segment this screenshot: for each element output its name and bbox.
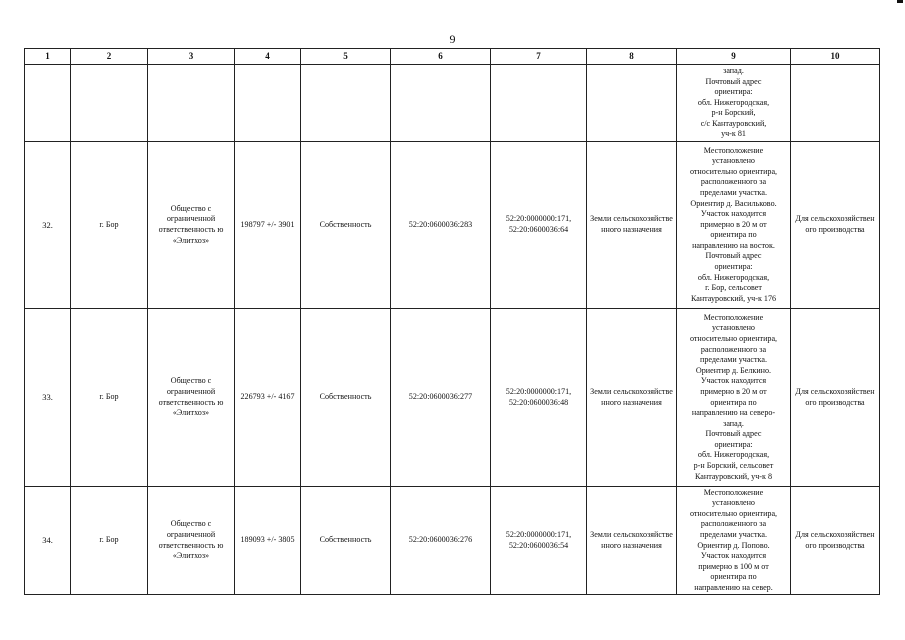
row-number: 33. — [25, 309, 71, 487]
right-type-cell: Собственность — [301, 142, 391, 309]
column-header: 9 — [677, 49, 791, 65]
column-header: 4 — [235, 49, 301, 65]
location-line: ориентира по — [710, 572, 757, 582]
location-line: Почтовый адрес — [705, 76, 762, 86]
usage-cell — [791, 65, 880, 142]
location-line: установлено — [712, 498, 755, 508]
table-row — [25, 487, 880, 595]
page-number: 9 — [449, 32, 456, 46]
location-line: г. Бор, сельсовет — [705, 283, 762, 293]
owner-cell: Общество с ограниченной ответственность ю «Элитхоз» — [148, 487, 235, 595]
column-header: 10 — [791, 49, 880, 65]
location-line: Местоположение — [703, 487, 764, 497]
location-line: ориентира: — [714, 439, 753, 449]
table-row — [25, 142, 880, 309]
usage-cell: Для сельскохозяйствен ого производства — [791, 142, 880, 309]
location-line: установлено — [712, 323, 755, 333]
city-cell — [71, 65, 148, 142]
column-header: 2 — [71, 49, 148, 65]
location-line: расположенного за — [700, 177, 767, 187]
location-line: с/с Кантауровский, — [700, 118, 767, 128]
location-line: Участок находится — [700, 209, 767, 219]
location-line: расположенного за — [700, 519, 767, 529]
location-line: установлено — [712, 156, 755, 166]
right-type-cell: Собственность — [301, 487, 391, 595]
column-header: 5 — [301, 49, 391, 65]
location-line: направлению на северо- — [691, 408, 776, 418]
table-row — [25, 309, 880, 487]
row-number: 34. — [25, 487, 71, 595]
location-line: обл. Нижегородская, — [697, 272, 770, 282]
location-line: Участок находится — [700, 551, 767, 561]
land-category-cell: Земли сельскохозяйстве нного назначения — [587, 142, 677, 309]
area-cell: 198797 +/- 3901 — [235, 142, 301, 309]
location-line: ориентира по — [710, 230, 757, 240]
column-header: 8 — [587, 49, 677, 65]
land-category-cell: Земли сельскохозяйстве нного назначения — [587, 487, 677, 595]
location-line: Местоположение — [703, 145, 764, 155]
location-line: Местоположение — [703, 312, 764, 322]
land-registry-table — [24, 48, 880, 595]
location-line: относительно ориентира, — [689, 166, 778, 176]
location-line: запад. — [723, 418, 744, 428]
location-line: направлению на север. — [694, 582, 773, 592]
area-cell — [235, 65, 301, 142]
location-line: ориентира по — [710, 397, 757, 407]
area-cell: 189093 +/- 3805 — [235, 487, 301, 595]
location-line: примерно в 20 м от — [700, 219, 767, 229]
right-type-cell — [301, 65, 391, 142]
location-line: Кантауровский, уч-к 8 — [695, 471, 772, 481]
location-line: Почтовый адрес — [705, 429, 762, 439]
location-line: р-н Борский, — [711, 108, 756, 118]
table-row — [25, 65, 880, 142]
owner-cell: Общество с ограниченной ответственность ю «Элитхоз» — [148, 142, 235, 309]
location-line: Кантауровский, уч-к 176 — [690, 293, 777, 303]
cadastral-number-cell: 52:20:0600036:276 — [391, 487, 491, 595]
location-line: Участок находится — [700, 376, 767, 386]
city-cell: г. Бор — [71, 142, 148, 309]
parent-cadastral-cell: 52:20:0000000:171, 52:20:0600036:54 — [491, 487, 587, 595]
location-line: Ориентир д. Белкино. — [695, 365, 772, 375]
cadastral-number-cell: 52:20:0600036:283 — [391, 142, 491, 309]
location-line: ориентира: — [714, 87, 753, 97]
right-type-cell: Собственность — [301, 309, 391, 487]
parent-cadastral-cell: 52:20:0000000:171, 52:20:0600036:48 — [491, 309, 587, 487]
location-line: запад. — [723, 65, 744, 75]
area-cell: 226793 +/- 4167 — [235, 309, 301, 487]
location-line: примерно в 100 м от — [698, 561, 769, 571]
location-line: примерно в 20 м от — [700, 386, 767, 396]
land-category-cell: Земли сельскохозяйстве нного назначения — [587, 309, 677, 487]
location-line: уч-к 81 — [721, 129, 746, 139]
location-cell — [677, 142, 791, 309]
column-header: 6 — [391, 49, 491, 65]
location-line: ориентира: — [714, 262, 753, 272]
column-header: 3 — [148, 49, 235, 65]
location-cell — [677, 309, 791, 487]
city-cell: г. Бор — [71, 487, 148, 595]
city-cell: г. Бор — [71, 309, 148, 487]
location-line: направлению на восток. — [692, 240, 775, 250]
owner-cell: Общество с ограниченной ответственность ю «Элитхоз» — [148, 309, 235, 487]
location-line: относительно ориентира, — [689, 333, 778, 343]
cadastral-number-cell — [391, 65, 491, 142]
land-category-cell — [587, 65, 677, 142]
location-line: Почтовый адрес — [705, 251, 762, 261]
parent-cadastral-cell: 52:20:0000000:171, 52:20:0600036:64 — [491, 142, 587, 309]
row-number — [25, 65, 71, 142]
location-line: пределами участка. — [700, 355, 767, 365]
header-row — [25, 49, 880, 65]
location-line: Ориентир д. Попово. — [697, 540, 770, 550]
location-cell — [677, 65, 791, 142]
column-header: 7 — [491, 49, 587, 65]
location-cell — [677, 487, 791, 595]
location-line: пределами участка. — [700, 529, 767, 539]
location-line: Ориентир д. Васильково. — [690, 198, 777, 208]
location-line: обл. Нижегородская, — [697, 450, 770, 460]
location-line: р-н Борский, сельсовет — [693, 461, 774, 471]
cadastral-number-cell: 52:20:0600036:277 — [391, 309, 491, 487]
location-line: обл. Нижегородская, — [697, 97, 770, 107]
column-header: 1 — [25, 49, 71, 65]
location-line: расположенного за — [700, 344, 767, 354]
parent-cadastral-cell — [491, 65, 587, 142]
usage-cell: Для сельскохозяйствен ого производства — [791, 487, 880, 595]
corner-mark — [897, 0, 903, 3]
usage-cell: Для сельскохозяйствен ого производства — [791, 309, 880, 487]
row-number: 32. — [25, 142, 71, 309]
owner-cell — [148, 65, 235, 142]
location-line: пределами участка. — [700, 187, 767, 197]
location-line: относительно ориентира, — [689, 508, 778, 518]
